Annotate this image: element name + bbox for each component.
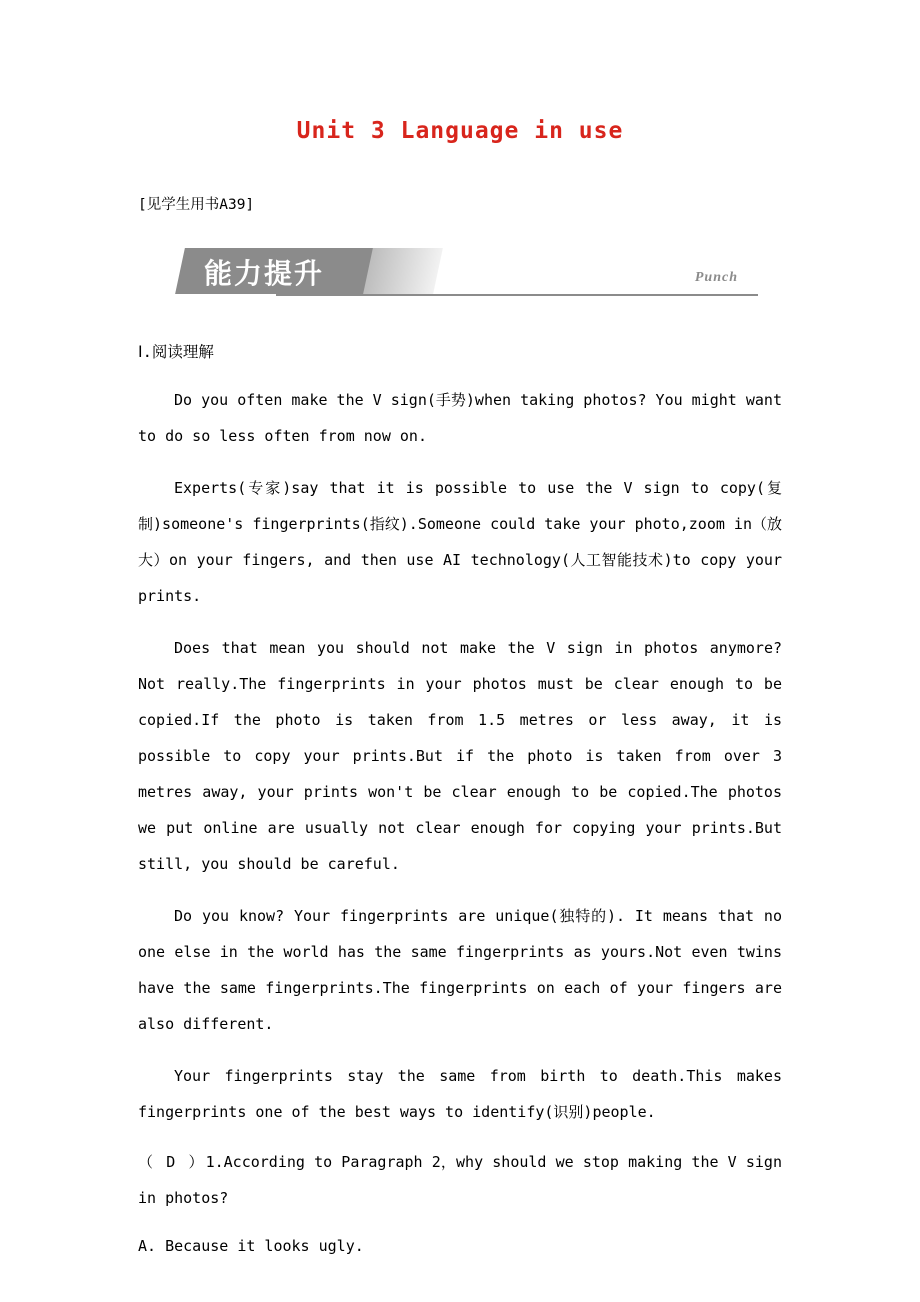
reading-paragraph: Does that mean you should not make the V sign in photos anymore? Not really.The fingerprints in your photos must be clear enough to be copied.If the photo is taken from 1.5 metres or less away, it is possible to copy your prints.But if the photo is taken from over 3 metres away, your prints won't be clear enough to be copied.The photos we put online are usually not clear enough for copying your prints.But still, you should be careful. (138, 638, 782, 873)
question-item (138, 1144, 782, 1216)
banner-sub-label: Punch (694, 269, 738, 285)
reading-paragraph: Do you know? Your fingerprints are unique(独特的). It means that no one else in the world has the same fingerprints as yours.Not even twins have the same fingerprints.The fingerprints on each of your fingers are also different. (138, 906, 782, 1033)
section-heading: Ⅰ.阅读理解 (138, 342, 214, 361)
banner-shape-secondary (363, 248, 443, 294)
question-option: A. Because it looks ugly. (138, 1236, 364, 1255)
reading-paragraph: Do you often make the V sign(手势)when taking photos? You might want to do so less often from now on. (138, 390, 782, 445)
question-text: 1.According to Paragraph 2，why should we stop making the V sign in photos? (138, 1152, 782, 1207)
reading-paragraph: Experts(专家)say that it is possible to use the V sign to copy(复制)someone's fingerprints(指纹).Someone could take your photo,zoom in（放大）on your fingers, and then use AI technology(人工智能技术)to copy your prints. (138, 478, 782, 605)
question-answer: （ D ） (138, 1152, 206, 1171)
reading-paragraph: Your fingerprints stay the same from birth to death.This makes fingerprints one of the best ways to identify(识别)people. (138, 1066, 782, 1121)
banner-label: 能力提升 (204, 256, 325, 290)
page-title: Unit 3 Language in use (296, 118, 624, 144)
section-banner (180, 240, 760, 310)
banner-divider (276, 294, 758, 296)
reference-note: [见学生用书A39] (138, 196, 255, 213)
